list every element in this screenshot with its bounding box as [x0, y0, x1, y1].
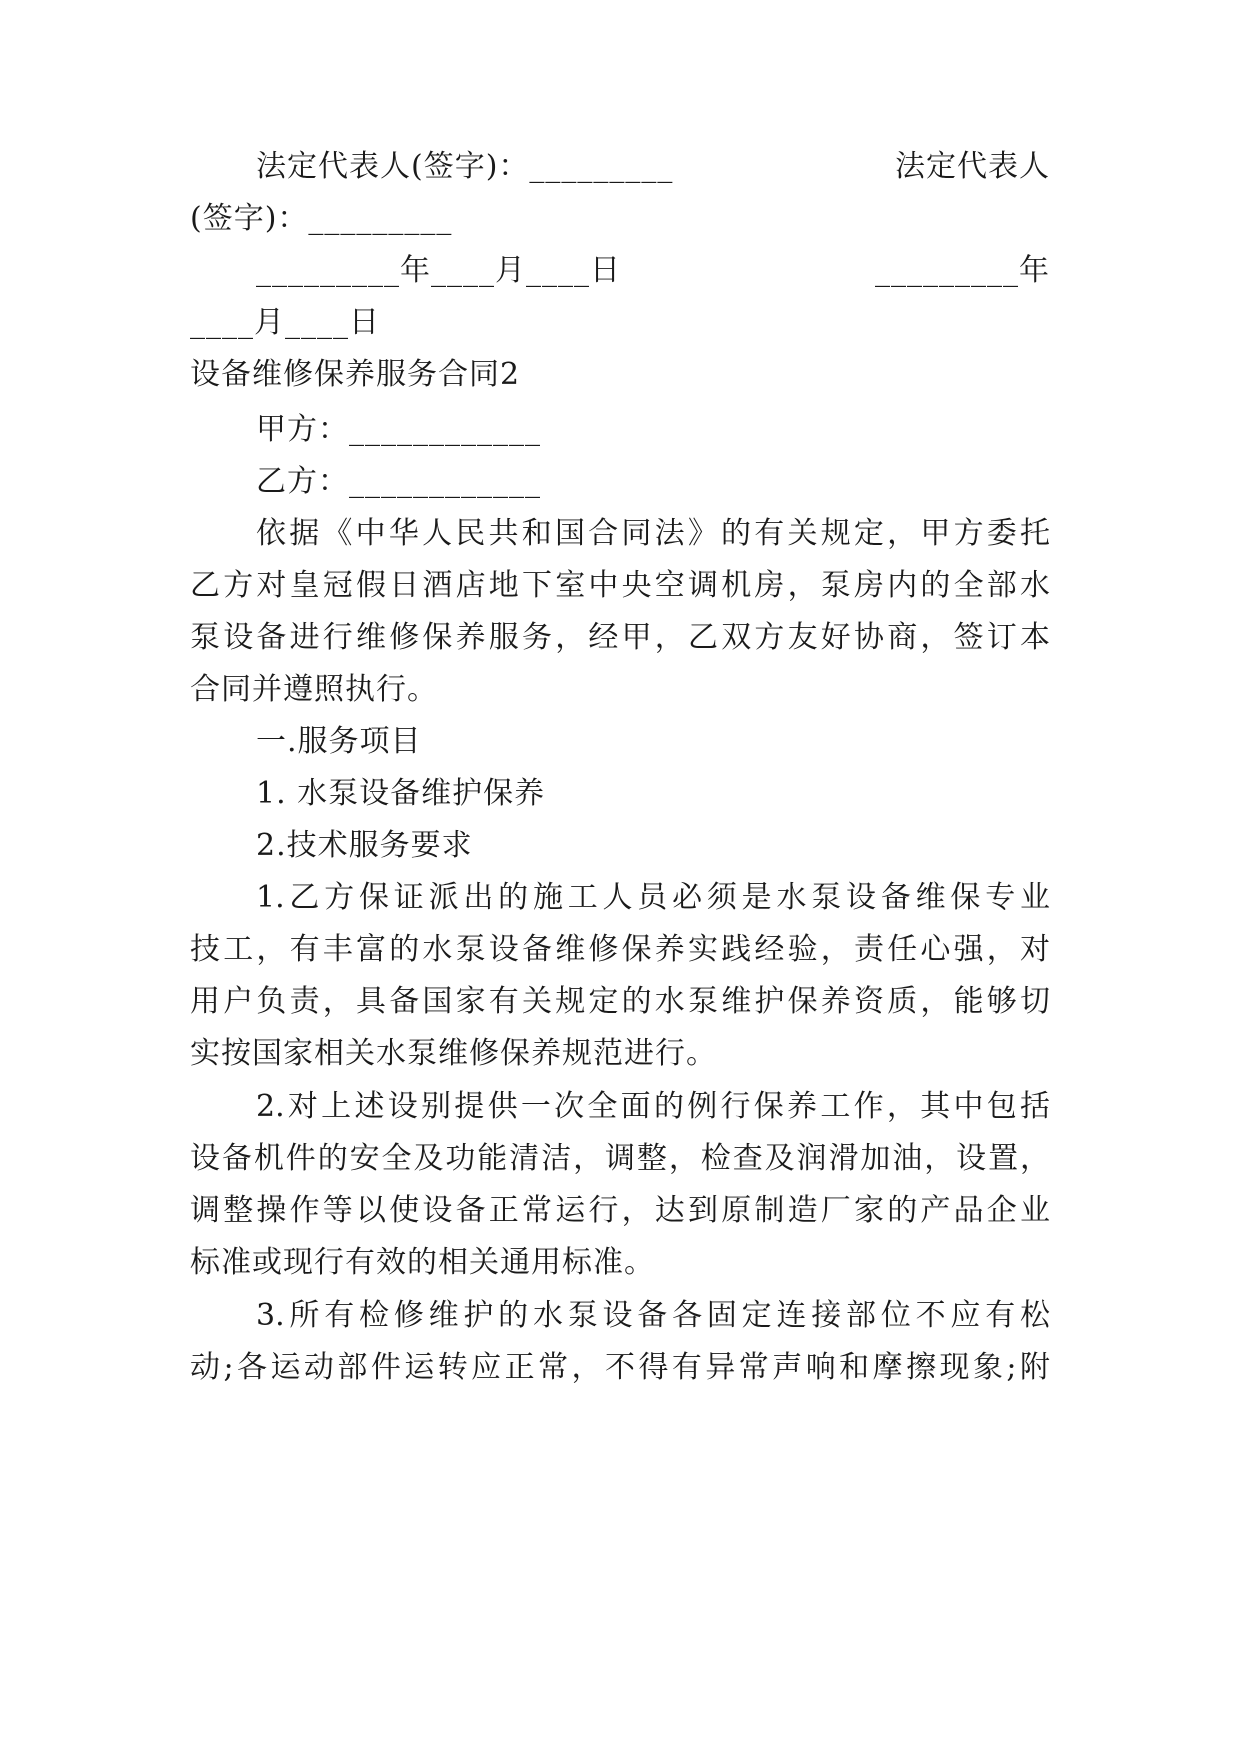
- requirement-paragraph-line: 技工，有丰富的水泵设备维修保养实践经验，责任心强，对: [190, 932, 1050, 967]
- party-a-line: 甲方：____________: [256, 412, 541, 447]
- section-heading: 一.服务项目: [256, 724, 422, 759]
- signature-line-right: 法定代表人: [895, 149, 1050, 184]
- intro-paragraph-line: 合同并遵照执行。: [190, 672, 438, 707]
- requirement-paragraph-line: 3.所有检修维护的水泵设备各固定连接部位不应有松: [256, 1298, 1050, 1333]
- requirement-paragraph-line: 动;各运动部件运转应正常，不得有异常声响和摩擦现象;附: [190, 1350, 1050, 1385]
- service-item: 2.技术服务要求: [256, 828, 473, 863]
- date-line-continued: ____月____日: [190, 305, 380, 340]
- requirement-paragraph-line: 调整操作等以使设备正常运行，达到原制造厂家的产品企业: [190, 1193, 1050, 1228]
- requirement-paragraph-line: 2.对上述设别提供一次全面的例行保养工作，其中包括: [256, 1089, 1050, 1124]
- requirement-paragraph-line: 用户负责，具备国家有关规定的水泵维护保养资质，能够切: [190, 984, 1050, 1019]
- requirement-paragraph-line: 实按国家相关水泵维修保养规范进行。: [190, 1036, 717, 1071]
- signature-line-continued: (签字)：_________: [190, 201, 453, 236]
- party-b-line: 乙方：____________: [256, 464, 541, 499]
- requirement-paragraph-line: 标准或现行有效的相关通用标准。: [190, 1245, 655, 1280]
- requirement-paragraph-line: 设备机件的安全及功能清洁，调整，检查及润滑加油，设置，: [190, 1141, 1050, 1176]
- requirement-paragraph-line: 1.乙方保证派出的施工人员必须是水泵设备维保专业: [256, 880, 1050, 915]
- contract-title: 设备维修保养服务合同2: [190, 357, 521, 392]
- intro-paragraph-line: 泵设备进行维修保养服务，经甲，乙双方友好协商，签订本: [190, 620, 1050, 655]
- date-line-right: _________年: [875, 253, 1050, 288]
- signature-line-left: 法定代表人(签字)：_________: [256, 149, 674, 184]
- intro-paragraph-line: 依据《中华人民共和国合同法》的有关规定，甲方委托: [256, 516, 1050, 551]
- intro-paragraph-line: 乙方对皇冠假日酒店地下室中央空调机房，泵房内的全部水: [190, 568, 1050, 603]
- service-item: 1. 水泵设备维护保养: [256, 776, 546, 811]
- date-line-left: _________年____月____日: [256, 253, 621, 288]
